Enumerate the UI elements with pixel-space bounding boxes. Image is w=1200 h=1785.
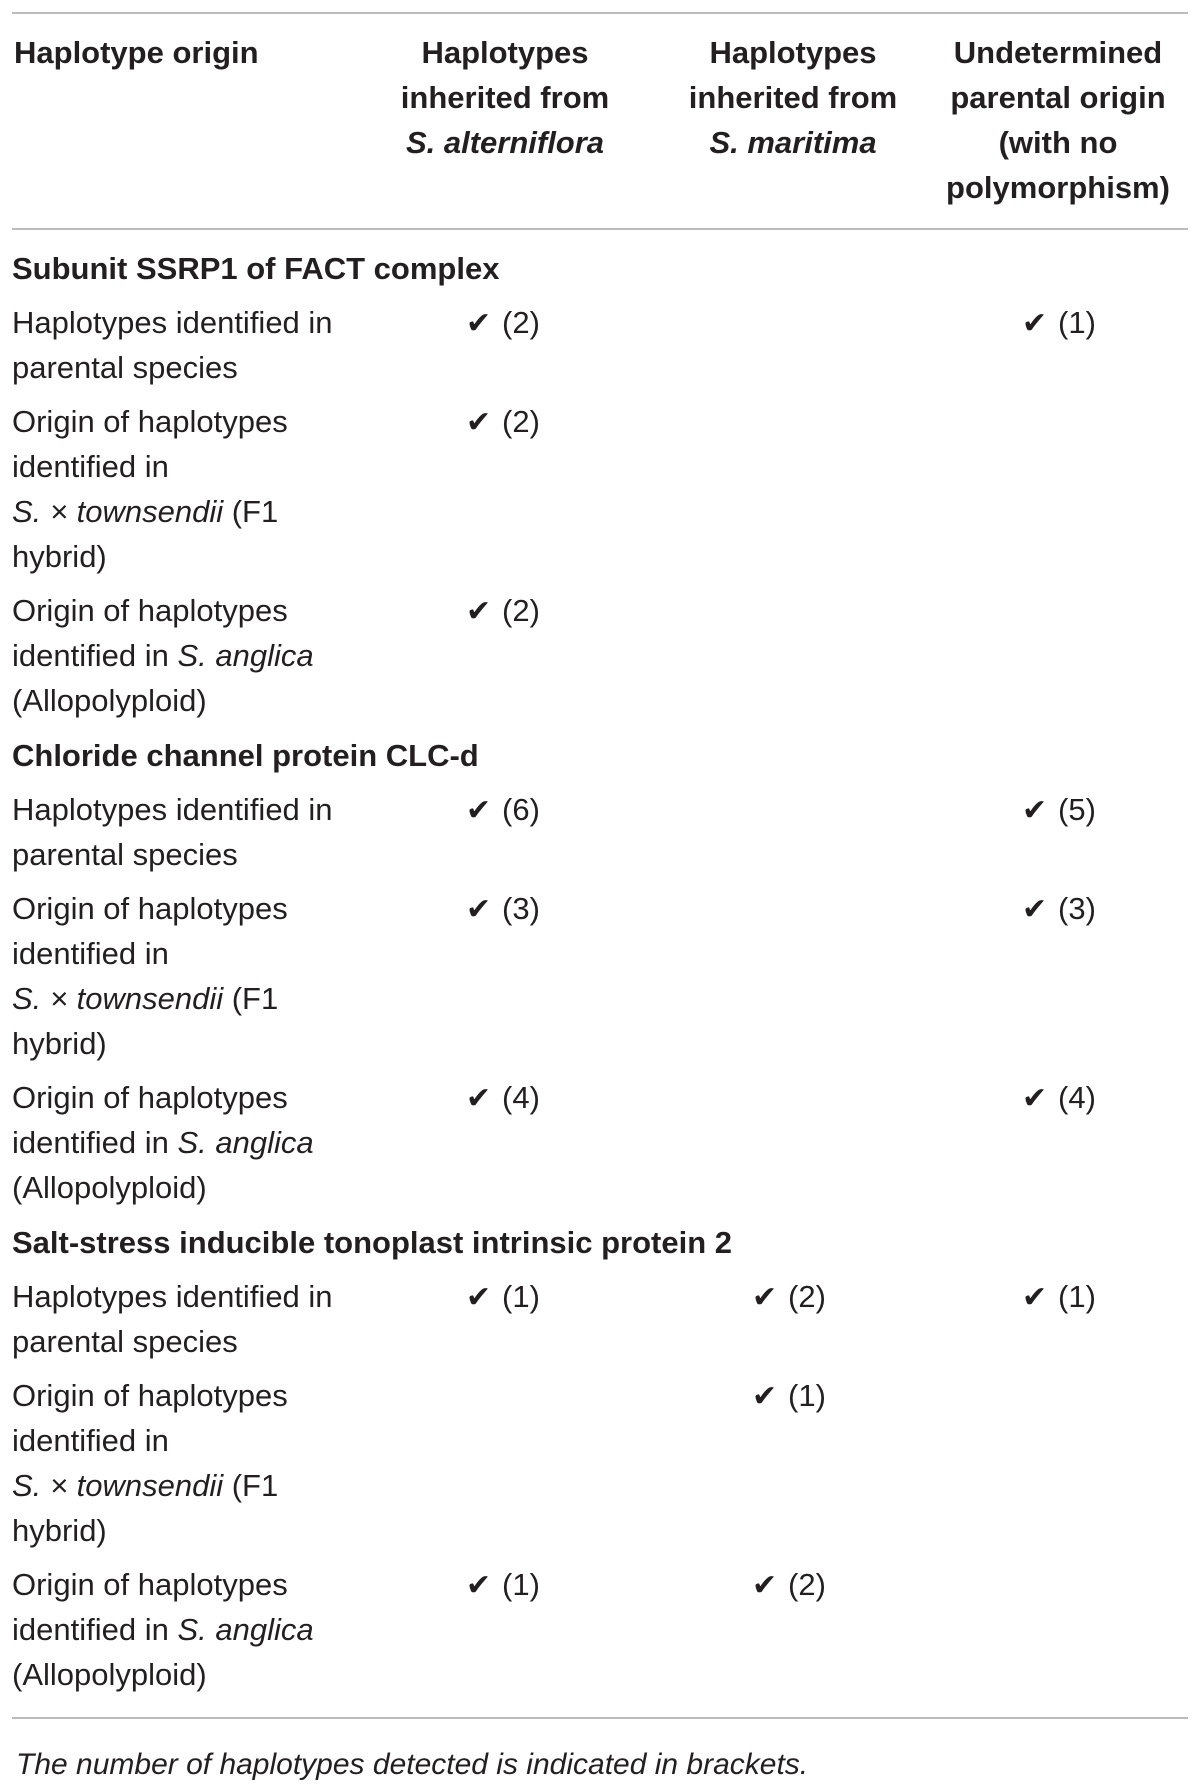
cell-maritima: ✔ (2)	[752, 1274, 826, 1320]
check-icon: ✔	[752, 1380, 778, 1413]
check-icon: ✔	[466, 893, 492, 926]
check-icon: ✔	[466, 1082, 492, 1115]
row-label-f1-hybrid: Origin of haplotypes identified in S. × townsendii (F1 hybrid)	[12, 891, 288, 1061]
cell-alterniflora: ✔ (2)	[466, 399, 540, 445]
check-icon: ✔	[1022, 1281, 1048, 1314]
check-icon: ✔	[466, 1569, 492, 1602]
bottom-rule	[12, 1717, 1188, 1719]
check-icon: ✔	[466, 595, 492, 628]
cell-undetermined: ✔ (3)	[1022, 886, 1096, 932]
row-label-allopolyploid: Origin of haplotypes identified in S. anglica (Allopolyploid)	[12, 1080, 314, 1205]
table-footnote: The number of haplotypes detected is indicated in brackets.	[16, 1748, 809, 1781]
row-label-parental-species: Haplotypes identified in parental species	[12, 792, 333, 872]
cell-undetermined: ✔ (4)	[1022, 1075, 1096, 1121]
check-icon: ✔	[752, 1281, 778, 1314]
check-icon: ✔	[752, 1569, 778, 1602]
cell-maritima: ✔ (1)	[752, 1373, 826, 1419]
row-label-parental-species: Haplotypes identified in parental species	[12, 1279, 333, 1359]
cell-alterniflora: ✔ (3)	[466, 886, 540, 932]
cell-maritima: ✔ (2)	[752, 1562, 826, 1608]
cell-undetermined: ✔ (5)	[1022, 787, 1096, 833]
section-title-tip2: Salt-stress inducible tonoplast intrinsic protein 2	[12, 1225, 733, 1260]
check-icon: ✔	[466, 794, 492, 827]
section-title-clc-d: Chloride channel protein CLC-d	[12, 738, 479, 773]
col-header-maritima: Haplotypes inherited from S. maritima	[688, 35, 898, 160]
row-label-allopolyploid: Origin of haplotypes identified in S. anglica (Allopolyploid)	[12, 1567, 314, 1692]
cell-alterniflora: ✔ (6)	[466, 787, 540, 833]
top-rule	[12, 12, 1188, 14]
check-icon: ✔	[466, 1281, 492, 1314]
check-icon: ✔	[1022, 794, 1048, 827]
section-title-ssrp1: Subunit SSRP1 of FACT complex	[12, 251, 500, 286]
check-icon: ✔	[466, 307, 492, 340]
check-icon: ✔	[1022, 893, 1048, 926]
col-header-undetermined: Undetermined parental origin (with no polymorphism)	[946, 35, 1170, 205]
check-icon: ✔	[466, 406, 492, 439]
cell-alterniflora: ✔ (1)	[466, 1562, 540, 1608]
header-rule	[12, 228, 1188, 230]
cell-alterniflora: ✔ (2)	[466, 588, 540, 634]
row-label-parental-species: Haplotypes identified in parental species	[12, 305, 333, 385]
row-label-f1-hybrid: Origin of haplotypes identified in S. × townsendii (F1 hybrid)	[12, 1378, 288, 1548]
cell-alterniflora: ✔ (2)	[466, 300, 540, 346]
cell-alterniflora: ✔ (1)	[466, 1274, 540, 1320]
check-icon: ✔	[1022, 307, 1048, 340]
cell-undetermined: ✔ (1)	[1022, 300, 1096, 346]
cell-undetermined: ✔ (1)	[1022, 1274, 1096, 1320]
col-header-alterniflora: Haplotypes inherited from S. alterniflora	[400, 35, 610, 160]
row-label-allopolyploid: Origin of haplotypes identified in S. anglica (Allopolyploid)	[12, 593, 314, 718]
cell-alterniflora: ✔ (4)	[466, 1075, 540, 1121]
check-icon: ✔	[1022, 1082, 1048, 1115]
row-label-f1-hybrid: Origin of haplotypes identified in S. × townsendii (F1 hybrid)	[12, 404, 288, 574]
col-header-haplotype-origin: Haplotype origin	[14, 35, 259, 70]
